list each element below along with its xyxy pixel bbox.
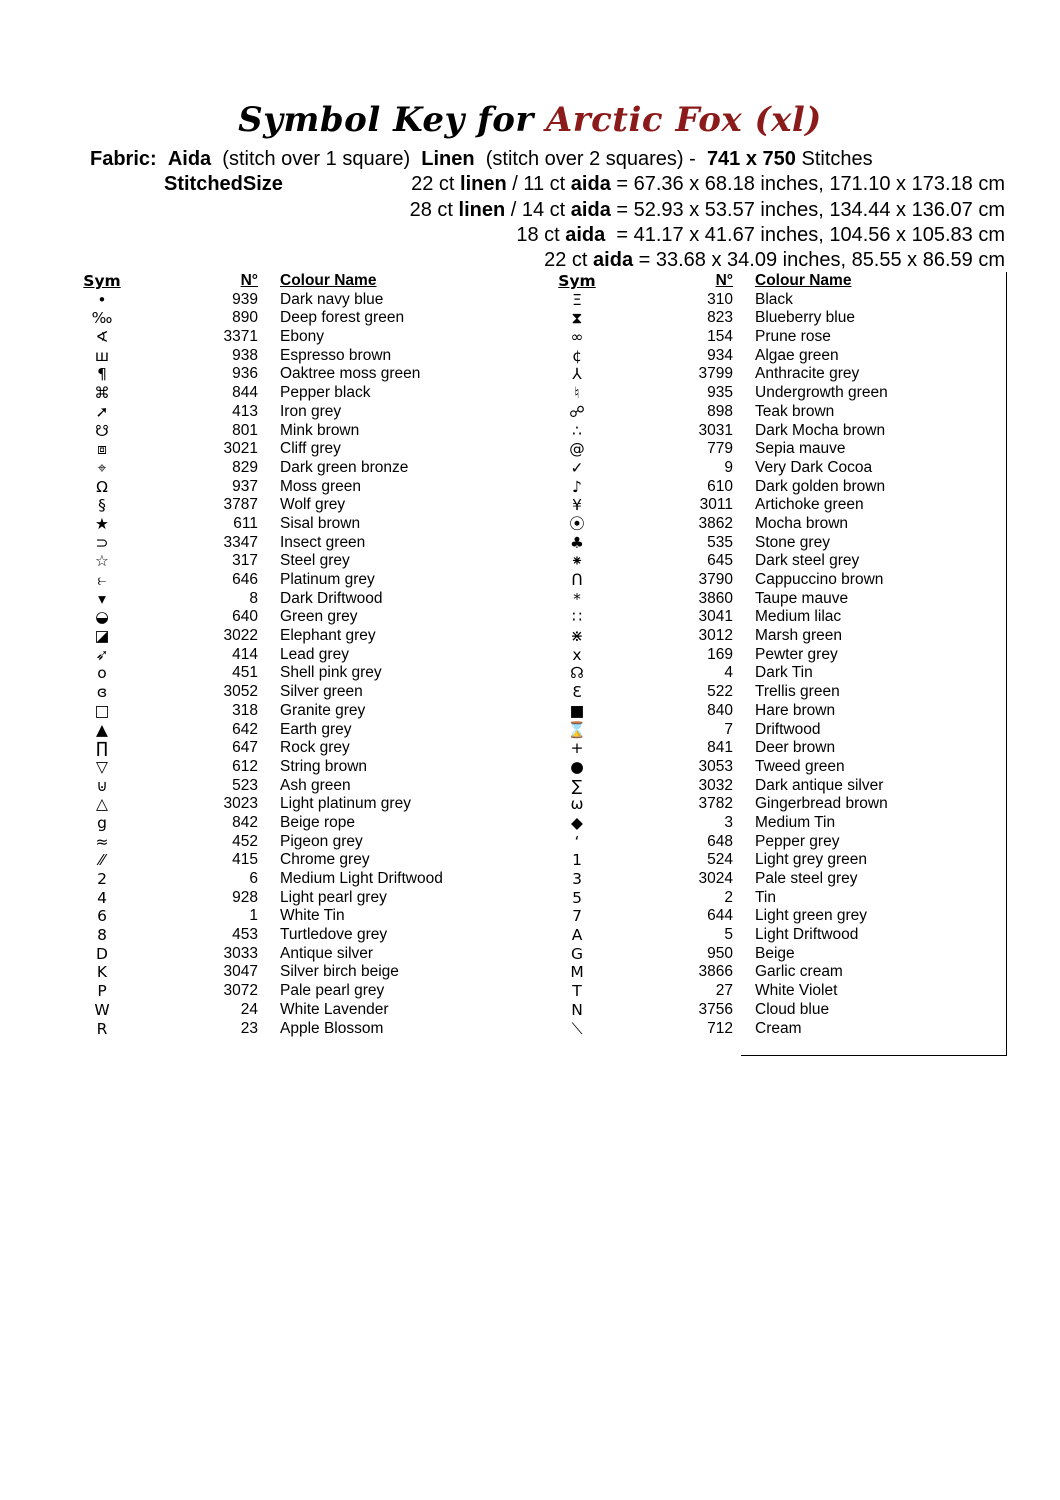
colour-name: Driftwood <box>755 720 821 738</box>
color-number: 522 <box>707 683 733 701</box>
colour-name: Pale steel grey <box>755 870 858 887</box>
symbol-cell: Ω <box>96 477 108 496</box>
symbol-cell: ♮ <box>574 384 580 403</box>
colour-name: Light platinum grey <box>280 795 411 813</box>
symbol-cell: 7 <box>572 907 582 926</box>
color-number: 936 <box>232 365 258 383</box>
colour-name: Steel grey <box>280 552 350 570</box>
color-number: 524 <box>707 851 733 869</box>
symbol-cell: M <box>570 963 584 982</box>
symbol-cell: ⦿ <box>569 514 585 533</box>
colour-name: Pepper grey <box>755 832 840 850</box>
fabric-aida-note: (stitch over 1 square) <box>222 148 411 170</box>
colour-name: White Lavender <box>280 1000 389 1018</box>
colour-name: Dark Mocha brown <box>755 421 886 439</box>
symbol-cell: 4 <box>97 888 107 907</box>
symbol-cell: • <box>97 290 107 309</box>
color-number: 950 <box>707 944 733 962</box>
symbol-cell: A <box>571 926 583 945</box>
color-number: 3072 <box>223 982 258 1000</box>
color-number: 840 <box>707 701 733 719</box>
colour-name: Taupe mauve <box>755 589 849 607</box>
colour-name: Deer brown <box>755 739 836 757</box>
color-number: 823 <box>707 309 733 327</box>
colour-name: Light pearl grey <box>280 888 387 906</box>
size-count: 28 ct <box>409 199 459 221</box>
color-number: 648 <box>707 832 733 850</box>
color-number: 3782 <box>698 795 733 813</box>
size-fabric-alt: aida <box>570 173 611 195</box>
symbol-cell: @ <box>569 440 585 459</box>
colour-name: Tweed green <box>755 757 845 775</box>
color-number: 3047 <box>223 963 258 981</box>
size-dimensions: = 67.36 x 68.18 inches, 171.10 x 173.18 cm <box>610 173 1005 195</box>
color-number: 610 <box>707 477 733 495</box>
symbol-cell: ➚ <box>95 402 109 421</box>
symbol-cell: + <box>570 739 584 758</box>
symbol-cell: Ξ <box>572 290 582 309</box>
page-title <box>0 100 1060 140</box>
color-number: 841 <box>707 739 733 757</box>
colour-name: Anthracite grey <box>755 365 860 383</box>
colour-name: Elephant grey <box>280 627 376 645</box>
color-number: 414 <box>232 645 258 663</box>
symbol-cell: N <box>571 1000 583 1019</box>
fabric-label: Fabric: <box>90 148 157 170</box>
color-number: 1 <box>249 907 258 925</box>
colour-name: Ebony <box>280 328 324 346</box>
symbol-cell: ▾ <box>98 589 106 608</box>
colour-name: Stone grey <box>755 533 830 551</box>
table-border-right <box>1006 272 1007 1056</box>
symbol-cell: ⊃ <box>95 533 109 552</box>
colour-name: Hare brown <box>755 701 836 719</box>
colour-name: Green grey <box>280 608 358 626</box>
size-fabric: linen <box>458 199 506 221</box>
colour-name: Beige <box>755 944 795 962</box>
colour-name: Rock grey <box>280 739 350 757</box>
symbol-cell: K <box>96 963 108 982</box>
symbol-cell: ⟍ <box>571 1019 583 1038</box>
colour-name: Medium Tin <box>755 813 836 831</box>
color-number: 3033 <box>223 944 258 962</box>
stitched-size-row <box>544 248 1005 272</box>
symbol-cell: * <box>573 589 581 608</box>
color-number: 934 <box>707 346 733 364</box>
colour-name: Insect green <box>280 533 366 551</box>
colour-name: Dark steel grey <box>755 552 860 570</box>
symbol-cell: § <box>98 496 106 515</box>
color-number: 535 <box>707 533 733 551</box>
colour-name: Light green grey <box>755 907 868 925</box>
colour-name: Cream <box>755 1019 802 1037</box>
fabric-linen: Linen <box>421 148 475 170</box>
symbol-cell: D <box>96 944 108 963</box>
stitched-size-label: StitchedSize <box>164 173 283 195</box>
symbol-cell: ‰ <box>91 309 113 328</box>
colour-name: Marsh green <box>755 627 843 645</box>
symbol-cell: ɞ <box>96 683 108 702</box>
color-number: 413 <box>232 402 258 420</box>
symbol-cell: ∢ <box>95 328 109 347</box>
header-sym: Sym <box>83 272 121 290</box>
colour-name: Silver green <box>280 683 363 701</box>
symbol-cell: ☊ <box>570 664 584 683</box>
symbol-cell: ◆ <box>571 813 583 832</box>
colour-name: Turtledove grey <box>280 926 388 944</box>
colour-name: Ash green <box>280 776 351 794</box>
colour-name: Apple Blossom <box>280 1019 384 1037</box>
symbol-cell: ⌘ <box>94 384 110 403</box>
colour-name: Trellis green <box>755 683 840 701</box>
symbol-cell: 6 <box>97 907 107 926</box>
colour-name: Teak brown <box>755 402 835 420</box>
size-dimensions: = 52.93 x 53.57 inches, 134.44 x 136.07 cm <box>610 199 1005 221</box>
colour-name: Chrome grey <box>280 851 370 869</box>
colour-name: Earth grey <box>280 720 352 738</box>
symbol-cell: △ <box>96 795 108 814</box>
symbol-cell: ⧗ <box>571 309 583 328</box>
symbol-cell: ш <box>94 346 110 365</box>
symbol-cell: ▽ <box>96 757 108 776</box>
colour-name: Dark Tin <box>755 664 813 682</box>
size-count: 22 ct <box>411 173 461 195</box>
symbol-cell: ⅄ <box>572 365 582 384</box>
symbol-cell: ▲ <box>96 720 108 739</box>
symbol-cell: ♪ <box>572 477 582 496</box>
color-number: 318 <box>232 701 258 719</box>
symbol-cell: ω <box>570 795 584 814</box>
symbol-cell: W <box>94 1000 110 1019</box>
colour-name: Deep forest green <box>280 309 405 327</box>
colour-name: Sepia mauve <box>755 440 846 458</box>
color-number: 898 <box>707 402 733 420</box>
color-number: 2 <box>724 888 733 906</box>
symbol-cell: □ <box>94 701 110 720</box>
symbol-cell: 3 <box>572 870 582 888</box>
colour-name: Black <box>755 290 793 308</box>
color-number: 644 <box>707 907 733 925</box>
symbol-cell: ⌖ <box>97 458 107 477</box>
size-count-alt: / 14 ct <box>505 199 571 221</box>
size-fabric-alt: aida <box>570 199 611 221</box>
colour-name: Dark antique silver <box>755 776 884 794</box>
color-number: 3862 <box>698 514 733 532</box>
colour-name: Moss green <box>280 477 361 495</box>
color-number: 415 <box>232 851 258 869</box>
title-prefix: Symbol Key for <box>238 100 534 140</box>
color-number: 647 <box>232 739 258 757</box>
symbol-cell: 8 <box>97 926 107 945</box>
stitched-size-row <box>410 198 1005 222</box>
colour-name: Platinum grey <box>280 571 375 588</box>
colour-name: Pewter grey <box>755 645 838 663</box>
color-number: 3347 <box>223 533 258 551</box>
color-number: 452 <box>232 832 258 850</box>
size-count: 18 ct <box>516 224 566 246</box>
colour-name: Garlic cream <box>755 963 843 981</box>
colour-name: Lead grey <box>280 645 349 663</box>
colour-name: Dark Driftwood <box>280 589 383 607</box>
color-number: 844 <box>232 384 258 402</box>
color-number: 928 <box>232 888 258 906</box>
fabric-linen-note: (stitch over 2 squares) - <box>485 148 696 170</box>
colour-name: Light Driftwood <box>755 926 859 944</box>
color-number: 890 <box>232 309 258 327</box>
symbol-cell: ᑎ <box>571 571 583 589</box>
color-number: 3787 <box>223 496 258 514</box>
size-count-alt: / 11 ct <box>506 173 571 195</box>
colour-name: Iron grey <box>280 402 342 420</box>
colour-name: Pigeon grey <box>280 832 363 850</box>
symbol-cell: 2 <box>97 870 107 888</box>
color-number: 937 <box>232 477 258 495</box>
colour-name: Oaktree moss green <box>280 365 421 383</box>
symbol-cell: ¢ <box>572 346 582 365</box>
symbol-cell: Ɛ <box>572 683 582 702</box>
symbol-cell: g <box>97 813 107 832</box>
color-number: 3052 <box>223 683 258 701</box>
color-number: 5 <box>724 926 733 944</box>
pattern-name: Arctic Fox (xl) <box>545 100 822 140</box>
symbol-cell: ∷ <box>572 608 582 627</box>
colour-name: Cappuccino brown <box>755 571 884 588</box>
colour-name: Artichoke green <box>755 496 864 514</box>
symbol-cell: ➶ <box>95 645 109 664</box>
color-number: 3012 <box>698 627 733 645</box>
colour-name: Tin <box>755 888 776 906</box>
symbol-cell: ¥ <box>572 496 582 515</box>
symbol-cell: R <box>96 1019 108 1038</box>
symbol-cell: ⌛ <box>567 720 587 739</box>
color-number: 842 <box>232 813 258 831</box>
symbol-cell: ∞ <box>570 328 584 347</box>
color-number: 3021 <box>223 440 258 458</box>
colour-name: Algae green <box>755 346 839 364</box>
color-number: 779 <box>707 440 733 458</box>
color-number: 3860 <box>698 589 733 607</box>
colour-name: Dark navy blue <box>280 290 384 308</box>
colour-name: Blueberry blue <box>755 309 855 327</box>
color-number: 612 <box>232 757 258 775</box>
color-number: 169 <box>707 645 733 663</box>
symbol-cell: ¶ <box>97 365 107 384</box>
colour-name: Gingerbread brown <box>755 795 888 813</box>
symbol-cell: ʻ <box>574 832 580 851</box>
symbol-cell: ⁕ <box>570 552 584 571</box>
size-dimensions: = 33.68 x 34.09 inches, 85.55 x 86.59 cm <box>633 249 1005 271</box>
symbol-cell: ♣ <box>570 533 584 552</box>
color-number: 3022 <box>223 627 258 645</box>
color-number: 3371 <box>223 328 258 346</box>
colour-name: Prune rose <box>755 328 831 346</box>
symbol-cell: ★ <box>95 514 109 533</box>
colour-name: Granite grey <box>280 701 366 719</box>
color-number: 611 <box>233 514 258 532</box>
color-number: 7 <box>724 720 733 738</box>
colour-name: Wolf grey <box>280 496 346 514</box>
symbol-cell: ⊍ <box>96 776 108 795</box>
symbol-cell: ☋ <box>95 421 109 440</box>
colour-name: Sisal brown <box>280 514 361 532</box>
colour-name: Cliff grey <box>280 440 341 458</box>
colour-name: Antique silver <box>280 944 374 962</box>
size-count: 22 ct <box>544 249 594 271</box>
color-number: 938 <box>232 346 258 364</box>
color-number: 642 <box>232 720 258 738</box>
color-number: 23 <box>240 1019 258 1037</box>
fabric-aida: Aida <box>167 148 212 170</box>
symbol-cell: ⧈ <box>97 440 107 459</box>
stitches-label: Stitches <box>801 148 873 170</box>
stitch-dimensions: 741 x 750 <box>706 148 796 170</box>
symbol-cell: 5 <box>572 888 582 907</box>
color-number: 640 <box>232 608 258 626</box>
symbol-cell: G <box>570 944 583 963</box>
colour-name: Mocha brown <box>755 514 849 532</box>
color-number: 829 <box>232 458 258 476</box>
colour-name: Mink brown <box>280 421 360 439</box>
color-number: 939 <box>232 290 258 308</box>
symbol-cell: P <box>97 982 107 1001</box>
color-number: 310 <box>707 290 733 308</box>
symbol-cell: ☆ <box>95 552 109 571</box>
colour-name: Undergrowth green <box>755 384 888 402</box>
symbol-cell: ∴ <box>572 421 582 440</box>
color-number: 3032 <box>698 776 733 794</box>
color-number: 3756 <box>698 1000 733 1018</box>
color-number: 9 <box>724 458 733 476</box>
symbol-cell: ◪ <box>94 627 110 646</box>
symbol-cell: ⥼ <box>97 571 107 589</box>
colour-name: Silver birch beige <box>280 963 399 981</box>
colour-name: Medium lilac <box>755 608 842 626</box>
color-number: 8 <box>249 589 258 607</box>
colour-name: Cloud blue <box>755 1000 830 1018</box>
color-number: 154 <box>707 328 733 346</box>
colour-name: Espresso brown <box>280 346 392 364</box>
symbol-cell: ∑ <box>571 776 583 795</box>
colour-name: Pale pearl grey <box>280 982 385 1000</box>
color-number: 3041 <box>698 608 733 626</box>
symbol-cell: 1 <box>572 851 582 870</box>
color-number: 317 <box>232 552 258 570</box>
color-number: 27 <box>715 982 733 1000</box>
symbol-cell: T <box>572 982 582 1001</box>
color-number: 3799 <box>698 365 733 383</box>
size-dimensions: = 41.17 x 41.67 inches, 104.56 x 105.83 cm <box>605 224 1005 246</box>
color-number: 3866 <box>698 963 733 981</box>
symbol-cell: ◒ <box>95 608 109 627</box>
color-number: 523 <box>232 776 258 794</box>
header-num: N° <box>715 272 733 289</box>
color-number: 935 <box>707 384 733 402</box>
colour-name: White Violet <box>755 982 838 1000</box>
colour-name: Shell pink grey <box>280 664 382 682</box>
color-number: 4 <box>724 664 733 682</box>
size-fabric: linen <box>460 173 507 195</box>
color-number: 645 <box>707 552 733 570</box>
colour-name: Dark golden brown <box>755 477 886 495</box>
colour-name: Pepper black <box>280 384 371 402</box>
header-name: Colour Name <box>755 272 852 289</box>
color-number: 712 <box>707 1019 733 1037</box>
color-number: 801 <box>232 421 258 439</box>
color-number: 646 <box>232 571 258 588</box>
color-number: 3053 <box>698 757 733 775</box>
color-number: 451 <box>232 664 258 682</box>
size-fabric: aida <box>593 249 634 271</box>
symbol-cell: ✓ <box>570 458 584 477</box>
symbol-cell: ∏ <box>96 739 108 758</box>
header-num: N° <box>240 272 258 289</box>
symbol-cell: ☍ <box>569 402 585 421</box>
color-number: 453 <box>232 926 258 944</box>
colour-name: Beige rope <box>280 813 355 831</box>
color-number: 3023 <box>223 795 258 813</box>
size-fabric: aida <box>565 224 606 246</box>
colour-name: Very Dark Cocoa <box>755 458 873 476</box>
colour-name: Medium Light Driftwood <box>280 870 443 887</box>
symbol-cell: x <box>572 645 582 664</box>
stitched-size-row <box>516 223 1005 247</box>
colour-name: String brown <box>280 757 368 775</box>
color-number: 24 <box>240 1000 258 1018</box>
symbol-cell: ● <box>570 757 584 776</box>
color-number: 3 <box>724 813 733 831</box>
symbol-cell: o <box>97 664 107 683</box>
color-number: 3790 <box>698 571 733 588</box>
color-number: 3024 <box>698 870 733 887</box>
header-sym: Sym <box>558 272 596 290</box>
color-number: 6 <box>249 870 258 887</box>
colour-name: White Tin <box>280 907 345 925</box>
fabric-line <box>90 147 873 171</box>
color-number: 3011 <box>699 496 733 514</box>
table-border-bottom <box>741 1055 1007 1056</box>
symbol-cell: ≈ <box>95 832 109 851</box>
symbol-cell: ⁄⁄ <box>99 851 105 870</box>
colour-name: Light grey green <box>755 851 868 869</box>
header-name: Colour Name <box>280 272 377 289</box>
symbol-cell: ⋇ <box>570 627 584 646</box>
colour-name: Dark green bronze <box>280 458 409 476</box>
stitched-size-row <box>411 172 1005 196</box>
color-number: 3031 <box>698 421 733 439</box>
symbol-cell: ■ <box>569 701 585 720</box>
